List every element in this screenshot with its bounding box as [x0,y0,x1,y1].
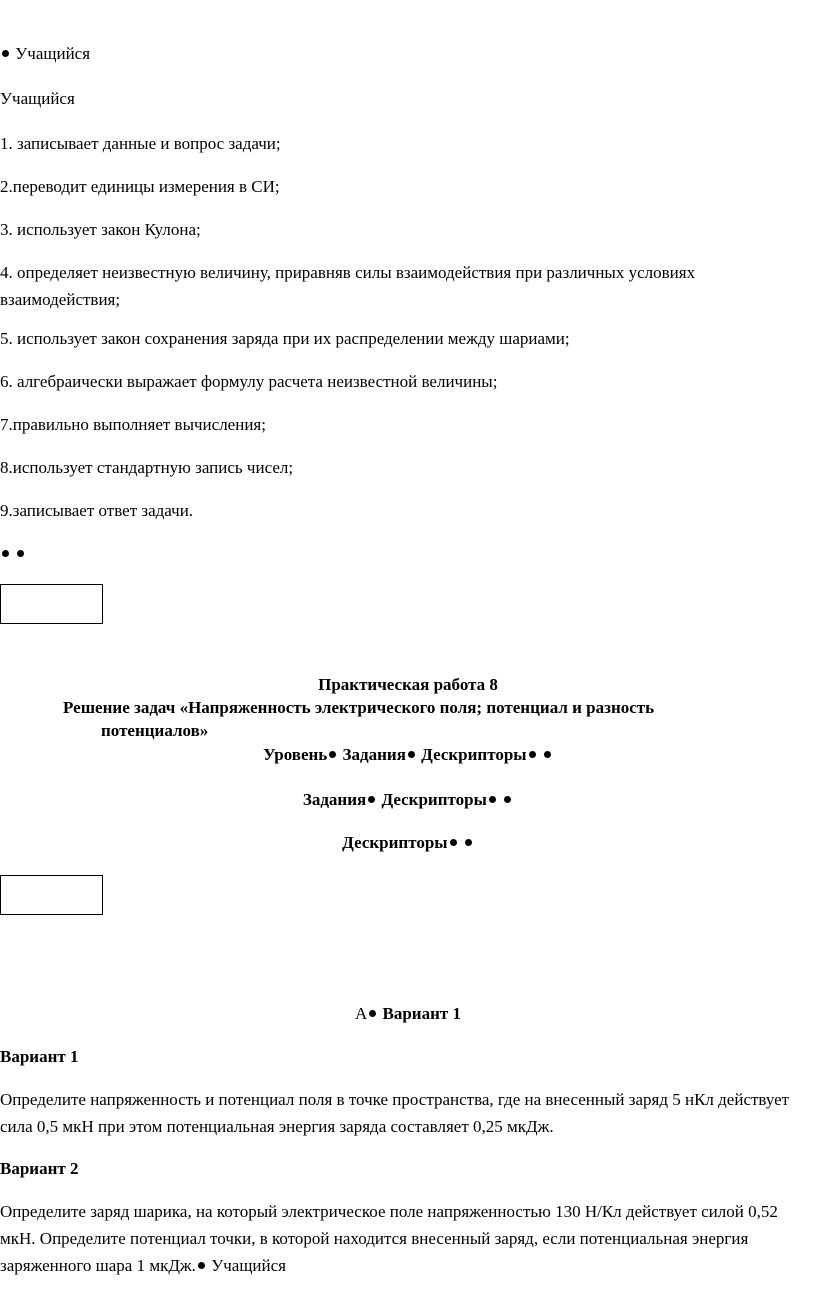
top-bullet-line [0,43,90,65]
descriptors-label: Дескрипторы [342,833,448,852]
bullet-icon [2,50,9,57]
bullet-icon [489,796,496,803]
step-7: 7.правильно выполняет вычисления; [0,415,266,434]
bullet-icon [504,796,511,803]
bullet-icon [450,839,457,846]
bullet-icon [408,751,415,758]
step-2: 2.переводит единицы измерения в СИ; [0,177,280,196]
variant-label: Вариант 1 [382,1004,461,1023]
practice-title: Практическая работа 8 [318,675,498,694]
step-3: 3. использует закон Кулона; [0,220,201,239]
variant1-heading: Вариант 1 [0,1047,79,1066]
variant1-text: Определите напряженность и потенциал поля в точке пространства, где на внесенный заряд 5 нКл действует сила 0,5 мкН при этом потенциальная энергия заряда составляет 0,25 мкДж. [0,1090,790,1136]
tasks-label: Задания [342,745,406,764]
empty-box [0,875,103,915]
bullet-icon [198,1262,205,1269]
variant-row [0,1003,816,1025]
tasks-label: Задания [302,790,367,809]
variant2-heading: Вариант 2 [0,1159,79,1178]
empty-box [0,584,103,624]
bullet-icon [544,751,551,758]
step-4: 4. определяет неизвестную величину, приравняв силы взаимодействия при различных условиях взаимодействия; [0,263,696,309]
learner-heading: Учащийся [0,89,75,108]
bullet-icon [329,751,336,758]
step-8: 8.использует стандартную запись чисел; [0,458,294,477]
bullet-pair [0,543,26,565]
variant2-trailing: Учащийся [211,1256,286,1275]
step-6: 6. алгебраически выражает формулу расчета неизвестной величины; [0,372,498,391]
level-label: Уровень [263,745,328,764]
practice-subtitle-line2: потенциалов» [101,721,209,740]
header-row-2 [0,789,816,811]
header-row-1 [0,744,816,766]
descriptors-label: Дескрипторы [381,790,487,809]
bullet-icon [369,1010,376,1017]
descriptors-label: Дескрипторы [421,745,527,764]
step-9: 9.записывает ответ задачи. [0,501,194,520]
top-bullet-text: Учащийся [15,44,91,63]
step-1: 1. записывает данные и вопрос задачи; [0,134,281,153]
header-row-3 [0,832,816,854]
bullet-icon [2,550,9,557]
bullet-icon [465,839,472,846]
bullet-icon [17,550,24,557]
variant-letter: А [354,1004,368,1023]
bullet-icon [529,751,536,758]
practice-subtitle-line1: Решение задач «Напряженность электрического поля; потенциал и разность [63,698,655,717]
step-5: 5. использует закон сохранения заряда при их распределении между шариами; [0,329,570,348]
variant2-text: Определите заряд шарика, на который электрическое поле напряженностью 130 Н/Кл действует силой 0,52 мкН. Определите потенциал точки, в которой находится внесенный заряд, если потенциальная энергия заряженного шара 1 мкДж. [0,1202,778,1275]
variant2-paragraph [0,1198,800,1279]
bullet-icon [368,796,375,803]
